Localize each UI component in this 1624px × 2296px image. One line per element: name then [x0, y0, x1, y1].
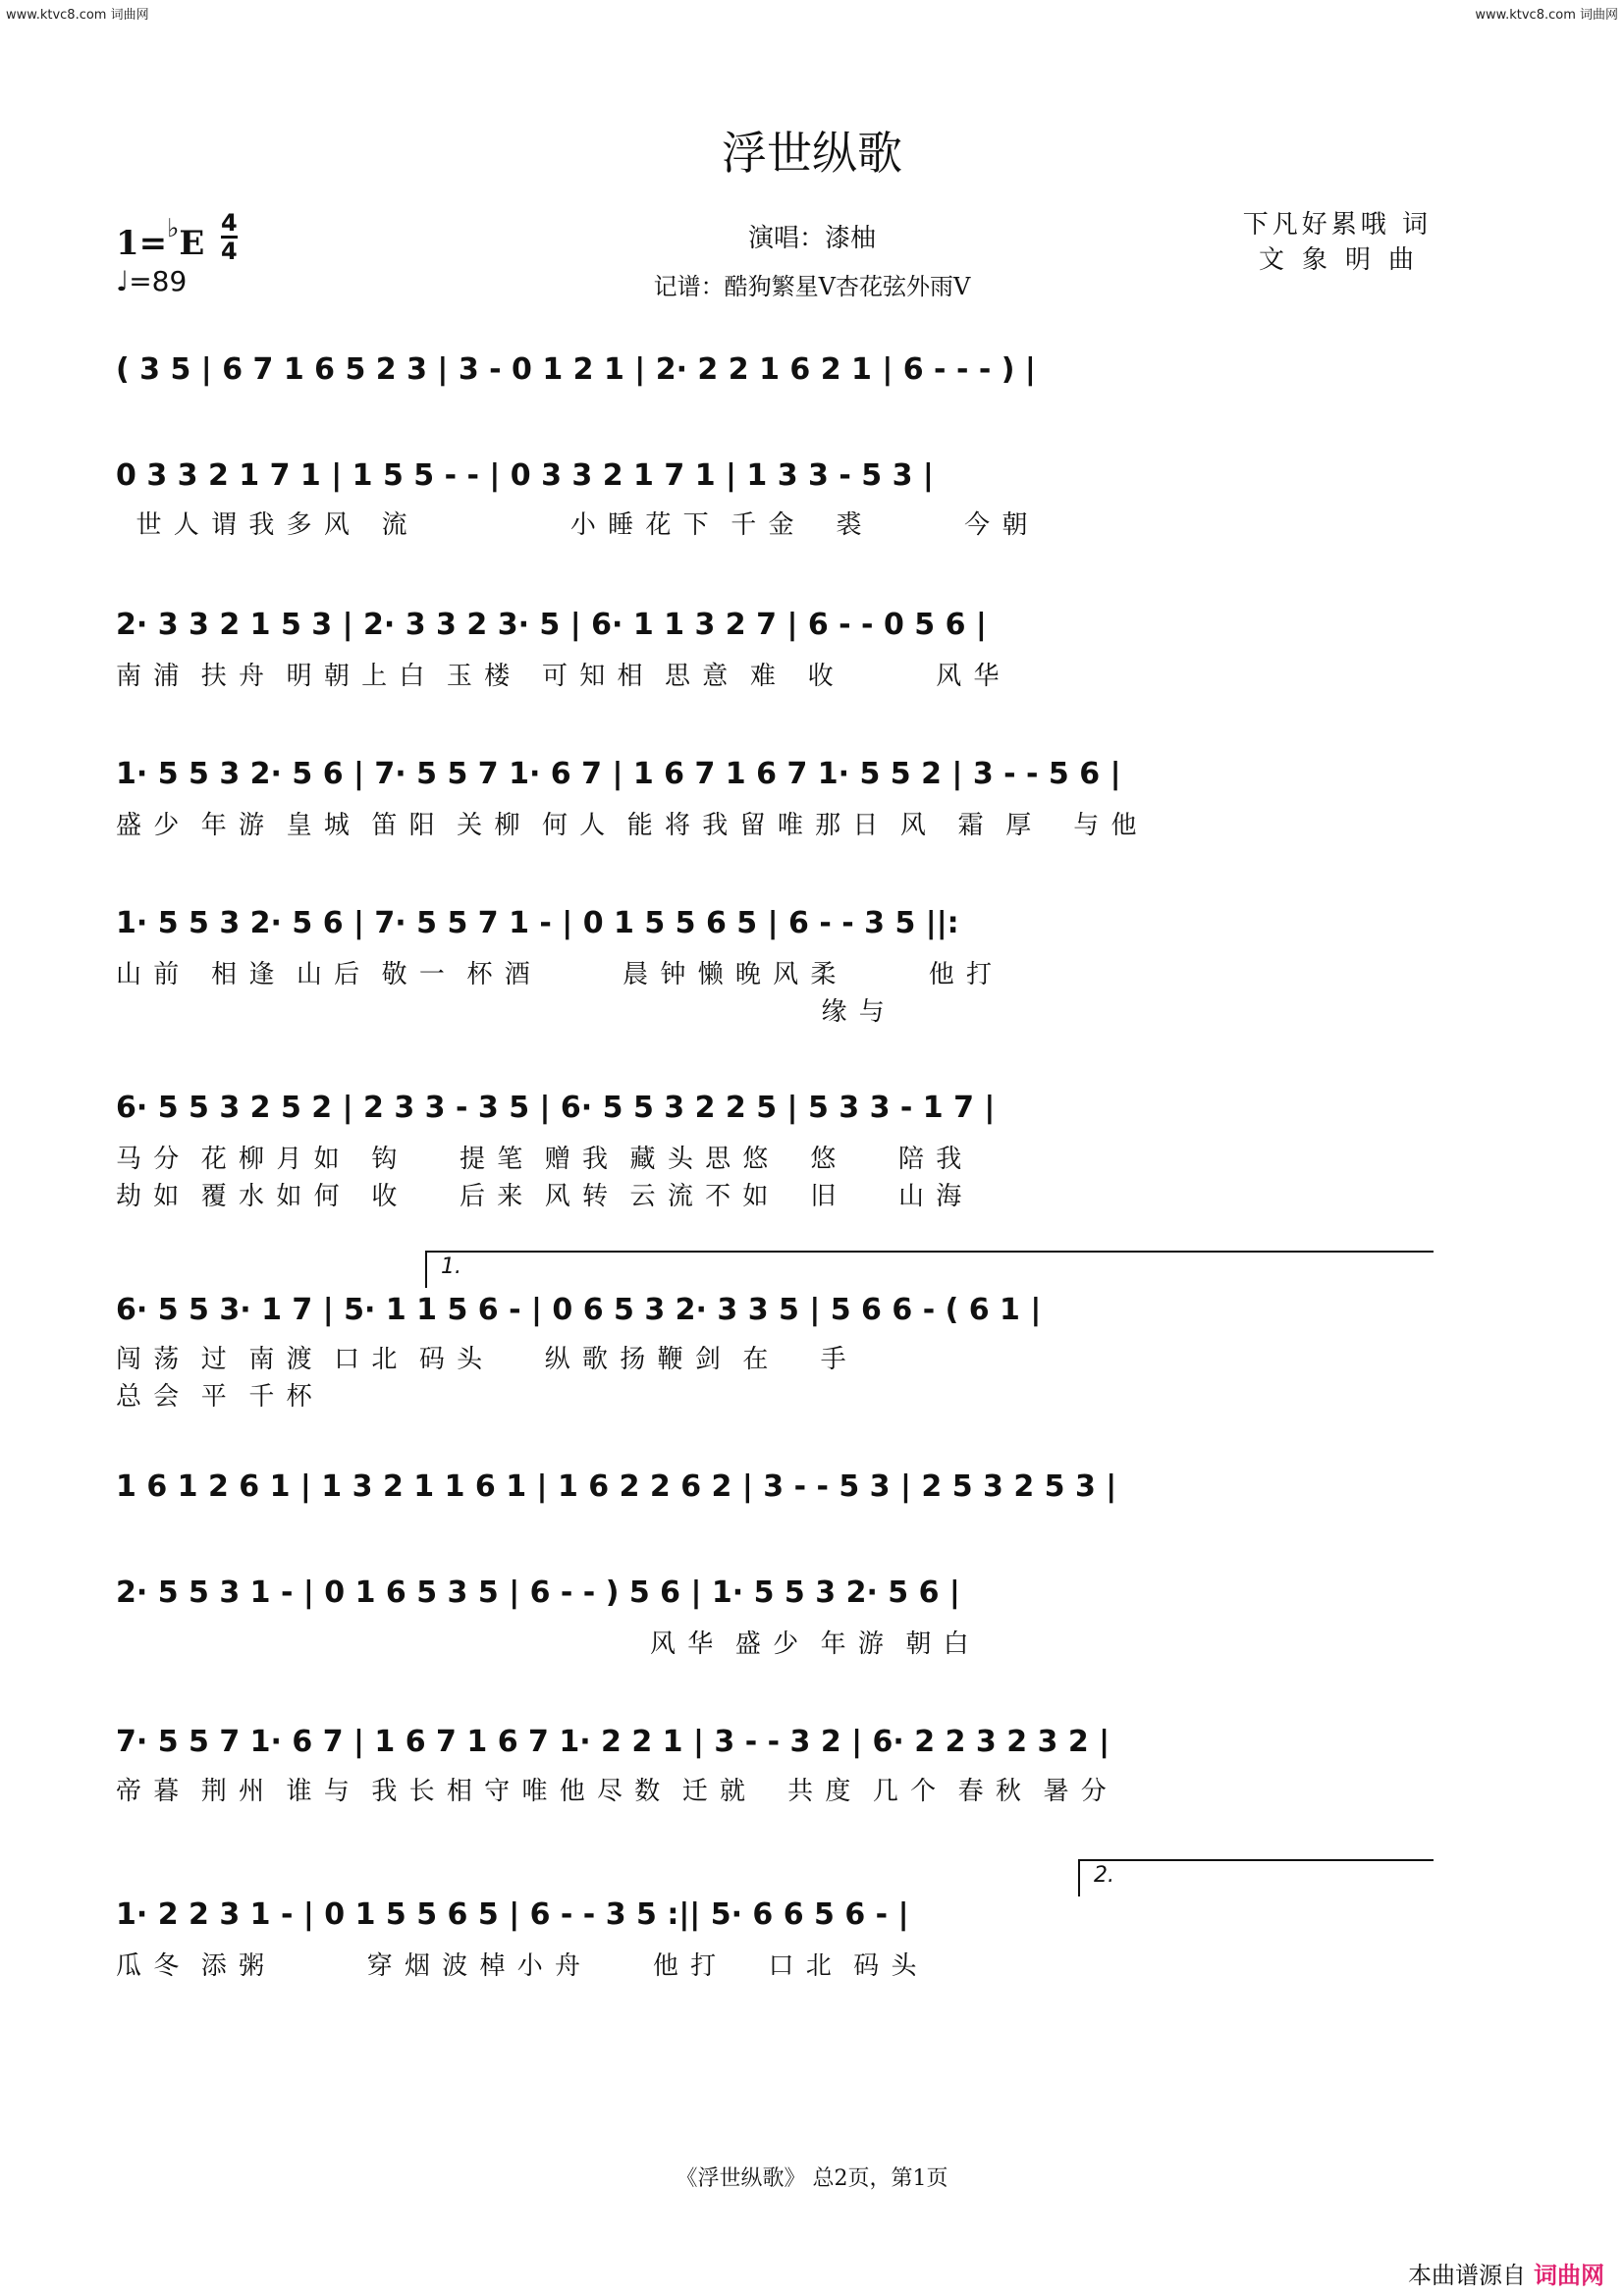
notes-row: 7· 5 5 7 1· 6 7 | 1 6 7 1 6 7 1· 2 2 1 | 3 - - 3 2 | 6· 2 2 3 2 3 2 | — [116, 1724, 1110, 1759]
brand-text: 本曲谱源自 — [1408, 2262, 1526, 2289]
key-label: 1= — [116, 224, 168, 263]
lyric-row-1: 瓜 冬 添 粥 穿 烟 波 棹 小 舟 他 打 口 北 码 头 — [116, 1951, 919, 1981]
first-ending-label: 1. — [441, 1255, 461, 1279]
site-watermark-right: www.ktvc8.com 词曲网 — [1475, 8, 1618, 23]
second-ending-label: 2. — [1094, 1863, 1114, 1888]
lyric-row-1: 山 前 相 逢 山 后 敬 一 杯 酒 晨 钟 懒 晚 风 柔 他 打 — [116, 960, 995, 989]
singer-credit: 演唱：漆柚 — [747, 224, 876, 253]
page-footer: 《浮世纵歌》 总2页，第1页 — [676, 2166, 948, 2191]
quarter-note-icon: ♩ — [116, 265, 130, 297]
composer-credit: 文象明曲 — [1258, 245, 1432, 275]
notes-row: 2· 3 3 2 1 5 3 | 2· 3 3 2 3· 5 | 6· 1 1 3 2 7 | 6 - - 0 5 6 | — [116, 607, 987, 642]
notes-row: 1· 5 5 3 2· 5 6 | 7· 5 5 7 1· 6 7 | 1 6 7 1 6 7 1· 5 5 2 | 3 - - 5 6 | — [116, 756, 1121, 791]
lyric-row-2: 劫 如 覆 水 如 何 收 后 来 风 转 云 流 不 如 旧 山 海 — [116, 1182, 964, 1211]
tempo-value: =89 — [129, 265, 188, 297]
lyric-row-1: 盛 少 年 游 皇 城 笛 阳 关 柳 何 人 能 将 我 留 唯 那 日 风 霜 厚 与 他 — [116, 811, 1139, 840]
site-watermark-left: www.ktvc8.com 词曲网 — [6, 8, 149, 23]
time-bottom: 4 — [221, 238, 238, 265]
lyric-row-1: 南 浦 扶 舟 明 朝 上 白 玉 楼 可 知 相 思 意 难 收 风 华 — [116, 662, 1001, 691]
notes-row: 1 6 1 2 6 1 | 1 3 2 1 1 6 1 | 1 6 2 2 6 2 | 3 - - 5 3 | 2 5 3 2 5 3 | — [116, 1468, 1117, 1504]
source-brand — [1408, 2256, 1604, 2290]
time-top: 4 — [221, 209, 238, 237]
notes-row: 1· 2 2 3 1 - | 0 1 5 5 6 5 | 6 - - 3 5 :|| 5· 6 6 5 6 - | — [116, 1896, 909, 1932]
lyric-row-2: 缘 与 — [116, 997, 887, 1027]
notes-row: 6· 5 5 3· 1 7 | 5· 1 1 5 6 - | 0 6 5 3 2· 3 3 5 | 5 6 6 - ( 6 1 | — [116, 1292, 1042, 1327]
transcriber-credit: 记谱：酷狗繁星V杏花弦外雨V — [653, 273, 971, 300]
notes-row: 2· 5 5 3 1 - | 0 1 6 5 3 5 | 6 - - ) 5 6 | 1· 5 5 3 2· 5 6 | — [116, 1575, 960, 1610]
notes-row: 1· 5 5 3 2· 5 6 | 7· 5 5 7 1 - | 0 1 5 5 6 5 | 6 - - 3 5 ||: — [116, 905, 959, 940]
flat-icon: ♭ — [167, 214, 180, 243]
song-title: 浮世纵歌 — [722, 127, 902, 180]
notes-row: ( 3 5 | 6 7 1 6 5 2 3 | 3 - 0 1 2 1 | 2· 2 2 1 6 2 1 | 6 - - - ) | — [116, 351, 1036, 387]
lyric-row-1: 风 华 盛 少 年 游 朝 白 — [116, 1629, 971, 1659]
lyricist-credit: 下凡好累哦 词 — [1242, 210, 1432, 240]
lyric-row-1: 世 人 谓 我 多 风 流 小 睡 花 下 千 金 裘 今 朝 — [116, 510, 1030, 540]
brand-name: 词曲网 — [1534, 2262, 1604, 2289]
lyric-row-2: 总 会 平 千 杯 — [116, 1382, 314, 1412]
notes-row: 6· 5 5 3 2 5 2 | 2 3 3 - 3 5 | 6· 5 5 3 2 2 5 | 5 3 3 - 1 7 | — [116, 1090, 996, 1125]
notes-row: 0 3 3 2 1 7 1 | 1 5 5 - - | 0 3 3 2 1 7 1 | 1 3 3 - 5 3 | — [116, 457, 934, 493]
lyric-row-1: 闯 荡 过 南 渡 口 北 码 头 纵 歌 扬 鞭 剑 在 手 — [116, 1345, 848, 1374]
lyric-row-1: 马 分 花 柳 月 如 钩 提 笔 赠 我 藏 头 思 悠 悠 陪 我 — [116, 1145, 964, 1174]
key-note: E — [179, 224, 205, 263]
lyric-row-1: 帝 暮 荆 州 谁 与 我 长 相 守 唯 他 尽 数 迁 就 共 度 几 个 春 秋 暑 分 — [116, 1777, 1109, 1806]
